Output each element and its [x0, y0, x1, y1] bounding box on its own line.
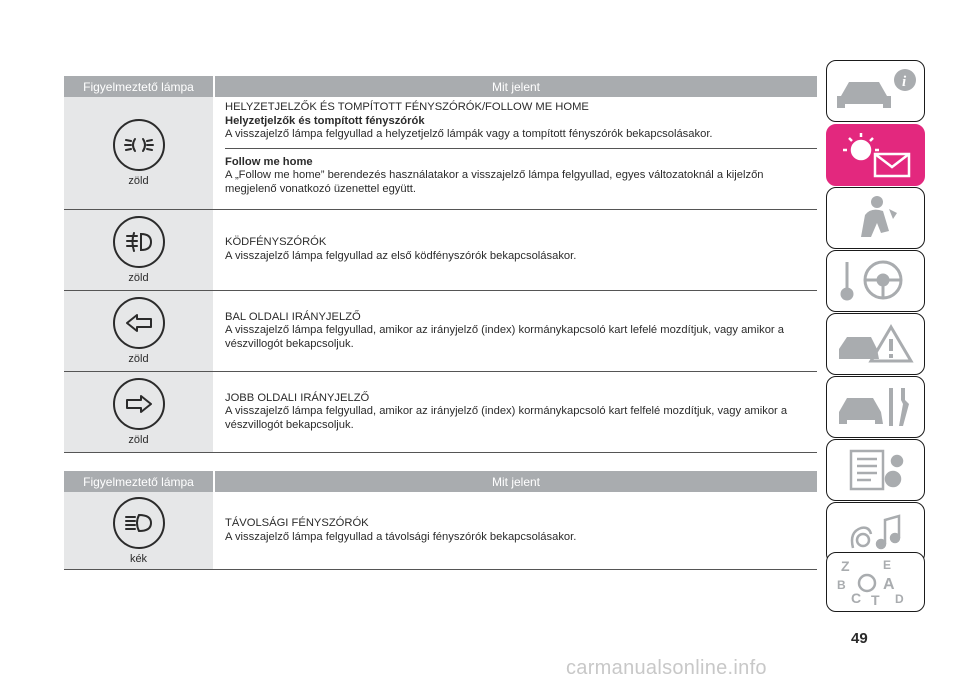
section-text: A visszajelző lámpa felgyullad a távolsági fényszórók bekapcsolásakor.: [225, 530, 577, 543]
section-text: A visszajelző lámpa felgyullad, amikor az irányjelző (index) kormánykapcsoló kart lefelé mozdítjuk, vagy amikor a vészvillogót bekapcsoljuk.: [225, 324, 784, 350]
table-header: [64, 76, 817, 97]
maintenance-tab[interactable]: [826, 376, 925, 438]
svg-text:i: i: [901, 74, 906, 90]
right-turn-signal-icon: [113, 378, 165, 430]
section-title: KÖDFÉNYSZÓRÓK: [225, 236, 327, 249]
table-header: [64, 471, 817, 492]
hand-music-note-icon: [831, 508, 921, 558]
section-text: A visszajelző lámpa felgyullad az első ködfényszórók bekapcsolásakor.: [225, 250, 577, 262]
svg-text:T: T: [870, 592, 880, 607]
section-title: HELYZETJELZŐK ÉS TOMPÍTOTT FÉNYSZÓRÓK/FOLLOW ME HOME: [225, 101, 589, 113]
warning-lights-tab[interactable]: [826, 124, 925, 186]
starting-driving-tab[interactable]: [826, 250, 925, 312]
seatbelt-airbag-icon: [831, 193, 921, 243]
table-row: [64, 210, 817, 291]
section-text: A visszajelző lámpa felgyullad a helyzetjelző lámpák vagy a tompított fényszórók bekapcsolásakor.: [225, 128, 713, 141]
svg-text:D: D: [894, 592, 904, 606]
svg-text:B: B: [836, 578, 846, 592]
header-meaning: Mit jelent: [215, 471, 817, 492]
car-info-icon: [831, 66, 921, 116]
lamp-color-label: zöld: [128, 353, 149, 365]
svg-text:E: E: [882, 558, 891, 572]
specs-gear-icon: [831, 445, 921, 495]
emergency-tab[interactable]: [826, 313, 925, 375]
lamp-color-label: zöld: [128, 175, 149, 187]
warning-lights-table-2: [64, 471, 817, 570]
section-title: TÁVOLSÁGI FÉNYSZÓRÓK: [225, 516, 369, 529]
svg-text:Z: Z: [840, 558, 850, 574]
warning-light-message-icon: [831, 130, 921, 180]
position-lights-icon: [113, 119, 165, 171]
car-tools-icon: [831, 382, 921, 432]
left-turn-signal-icon: [113, 297, 165, 349]
lamp-color-label: kék: [129, 552, 148, 565]
section-text: A visszajelző lámpa felgyullad, amikor az irányjelző (index) kormánykapcsoló kart felfelé mozdítjuk, vagy amikor a vészvillogót bekapcsoljuk.: [225, 405, 788, 431]
technical-data-tab[interactable]: [826, 439, 925, 501]
safety-tab[interactable]: [826, 187, 925, 249]
table-row: [64, 372, 817, 453]
svg-text:C: C: [850, 590, 861, 606]
section-title: JOBB OLDALI IRÁNYJELZŐ: [225, 391, 370, 404]
lamp-color-label: zöld: [128, 272, 149, 284]
svg-text:A: A: [882, 576, 895, 593]
header-meaning: Mit jelent: [215, 76, 817, 97]
section-text: A „Follow me home” berendezés használatakor a visszajelző lámpa felgyullad, egyes változatoknál a kijelzőn megjelenő vonatkozó üzenettel együtt.: [225, 169, 764, 195]
page-number: 49: [851, 630, 868, 647]
table-row: [64, 291, 817, 372]
section-subtitle: Helyzetjelzők és tompított fényszórók: [225, 114, 425, 127]
header-warning-light: Figyelmeztető lámpa: [64, 76, 213, 97]
car-info-tab[interactable]: [826, 60, 925, 122]
table-row: [64, 492, 817, 570]
front-fog-light-icon: [113, 216, 165, 268]
table-row: [64, 97, 817, 210]
car-crash-warning-icon: [831, 319, 921, 369]
header-warning-light: Figyelmeztető lámpa: [64, 471, 213, 492]
watermark: carmanualsonline.info: [566, 657, 767, 679]
key-steering-wheel-icon: [831, 256, 921, 306]
section-title: BAL OLDALI IRÁNYJELZŐ: [225, 310, 361, 323]
warning-lights-table-1: [64, 76, 817, 453]
lamp-color-label: zöld: [128, 434, 149, 446]
section-subtitle: Follow me home: [225, 155, 313, 168]
high-beam-icon: [113, 497, 165, 549]
alphabet-index-icon: [831, 557, 921, 607]
index-tab[interactable]: [826, 552, 925, 612]
